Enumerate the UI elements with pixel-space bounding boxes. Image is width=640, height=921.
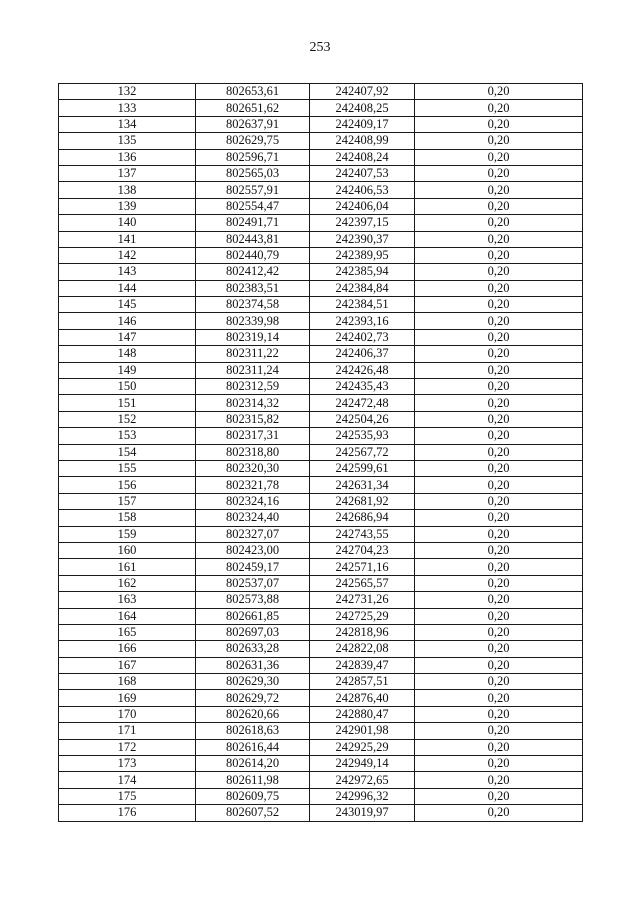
point-number-cell: 144 — [59, 280, 196, 296]
point-number-cell: 165 — [59, 624, 196, 640]
y-coordinate-cell: 242408,25 — [310, 100, 415, 116]
precision-cell: 0,20 — [415, 346, 583, 362]
precision-cell: 0,20 — [415, 247, 583, 263]
table-row — [59, 493, 583, 509]
precision-cell: 0,20 — [415, 460, 583, 476]
point-number-cell: 172 — [59, 739, 196, 755]
x-coordinate-cell: 802324,16 — [196, 493, 310, 509]
point-number-cell: 176 — [59, 805, 196, 821]
point-number-cell: 174 — [59, 772, 196, 788]
table-row — [59, 116, 583, 132]
y-coordinate-cell: 242389,95 — [310, 247, 415, 263]
x-coordinate-cell: 802315,82 — [196, 411, 310, 427]
y-coordinate-cell: 242402,73 — [310, 329, 415, 345]
x-coordinate-cell: 802537,07 — [196, 575, 310, 591]
precision-cell: 0,20 — [415, 739, 583, 755]
precision-cell: 0,20 — [415, 510, 583, 526]
table-row — [59, 460, 583, 476]
x-coordinate-cell: 802697,03 — [196, 624, 310, 640]
x-coordinate-cell: 802491,71 — [196, 215, 310, 231]
precision-cell: 0,20 — [415, 542, 583, 558]
x-coordinate-cell: 802631,36 — [196, 657, 310, 673]
point-number-cell: 142 — [59, 247, 196, 263]
x-coordinate-cell: 802611,98 — [196, 772, 310, 788]
x-coordinate-cell: 802620,66 — [196, 706, 310, 722]
table-row — [59, 788, 583, 804]
y-coordinate-cell: 242406,37 — [310, 346, 415, 362]
table-row — [59, 624, 583, 640]
point-number-cell: 152 — [59, 411, 196, 427]
y-coordinate-cell: 242901,98 — [310, 723, 415, 739]
x-coordinate-cell: 802651,62 — [196, 100, 310, 116]
x-coordinate-cell: 802339,98 — [196, 313, 310, 329]
table-row — [59, 772, 583, 788]
table-row — [59, 690, 583, 706]
x-coordinate-cell: 802443,81 — [196, 231, 310, 247]
precision-cell: 0,20 — [415, 674, 583, 690]
x-coordinate-cell: 802314,32 — [196, 395, 310, 411]
point-number-cell: 151 — [59, 395, 196, 411]
x-coordinate-cell: 802312,59 — [196, 379, 310, 395]
x-coordinate-cell: 802440,79 — [196, 247, 310, 263]
table-row — [59, 395, 583, 411]
point-number-cell: 132 — [59, 84, 196, 100]
precision-cell: 0,20 — [415, 723, 583, 739]
table-row — [59, 247, 583, 263]
precision-cell: 0,20 — [415, 706, 583, 722]
table-row — [59, 231, 583, 247]
y-coordinate-cell: 242731,26 — [310, 592, 415, 608]
x-coordinate-cell: 802596,71 — [196, 149, 310, 165]
table-row — [59, 592, 583, 608]
x-coordinate-cell: 802318,80 — [196, 444, 310, 460]
table-row — [59, 362, 583, 378]
table-row — [59, 608, 583, 624]
y-coordinate-cell: 242876,40 — [310, 690, 415, 706]
precision-cell: 0,20 — [415, 165, 583, 181]
coordinates-table — [58, 83, 583, 822]
y-coordinate-cell: 242571,16 — [310, 559, 415, 575]
y-coordinate-cell: 242535,93 — [310, 428, 415, 444]
precision-cell: 0,20 — [415, 805, 583, 821]
x-coordinate-cell: 802609,75 — [196, 788, 310, 804]
point-number-cell: 149 — [59, 362, 196, 378]
precision-cell: 0,20 — [415, 84, 583, 100]
point-number-cell: 148 — [59, 346, 196, 362]
precision-cell: 0,20 — [415, 100, 583, 116]
y-coordinate-cell: 242407,92 — [310, 84, 415, 100]
precision-cell: 0,20 — [415, 379, 583, 395]
x-coordinate-cell: 802661,85 — [196, 608, 310, 624]
x-coordinate-cell: 802629,30 — [196, 674, 310, 690]
y-coordinate-cell: 242385,94 — [310, 264, 415, 280]
y-coordinate-cell: 242681,92 — [310, 493, 415, 509]
table-row — [59, 723, 583, 739]
table-row — [59, 346, 583, 362]
y-coordinate-cell: 242472,48 — [310, 395, 415, 411]
table-row — [59, 379, 583, 395]
x-coordinate-cell: 802554,47 — [196, 198, 310, 214]
point-number-cell: 163 — [59, 592, 196, 608]
y-coordinate-cell: 242925,29 — [310, 739, 415, 755]
precision-cell: 0,20 — [415, 215, 583, 231]
precision-cell: 0,20 — [415, 395, 583, 411]
precision-cell: 0,20 — [415, 690, 583, 706]
x-coordinate-cell: 802557,91 — [196, 182, 310, 198]
y-coordinate-cell: 242565,57 — [310, 575, 415, 591]
table-row — [59, 756, 583, 772]
precision-cell: 0,20 — [415, 264, 583, 280]
page-number: 253 — [309, 40, 331, 55]
x-coordinate-cell: 802459,17 — [196, 559, 310, 575]
point-number-cell: 161 — [59, 559, 196, 575]
precision-cell: 0,20 — [415, 592, 583, 608]
point-number-cell: 143 — [59, 264, 196, 280]
x-coordinate-cell: 802324,40 — [196, 510, 310, 526]
table-row — [59, 641, 583, 657]
point-number-cell: 138 — [59, 182, 196, 198]
precision-cell: 0,20 — [415, 641, 583, 657]
precision-cell: 0,20 — [415, 133, 583, 149]
y-coordinate-cell: 242996,32 — [310, 788, 415, 804]
table-row — [59, 477, 583, 493]
point-number-cell: 147 — [59, 329, 196, 345]
point-number-cell: 140 — [59, 215, 196, 231]
y-coordinate-cell: 242949,14 — [310, 756, 415, 772]
point-number-cell: 171 — [59, 723, 196, 739]
table-row — [59, 559, 583, 575]
point-number-cell: 157 — [59, 493, 196, 509]
y-coordinate-cell: 242409,17 — [310, 116, 415, 132]
table-row — [59, 280, 583, 296]
y-coordinate-cell: 242435,43 — [310, 379, 415, 395]
point-number-cell: 141 — [59, 231, 196, 247]
table-row — [59, 805, 583, 821]
precision-cell: 0,20 — [415, 657, 583, 673]
y-coordinate-cell: 242567,72 — [310, 444, 415, 460]
x-coordinate-cell: 802629,75 — [196, 133, 310, 149]
table-row — [59, 444, 583, 460]
precision-cell: 0,20 — [415, 444, 583, 460]
x-coordinate-cell: 802423,00 — [196, 542, 310, 558]
point-number-cell: 173 — [59, 756, 196, 772]
x-coordinate-cell: 802629,72 — [196, 690, 310, 706]
precision-cell: 0,20 — [415, 231, 583, 247]
x-coordinate-cell: 802321,78 — [196, 477, 310, 493]
precision-cell: 0,20 — [415, 493, 583, 509]
point-number-cell: 145 — [59, 297, 196, 313]
table-row — [59, 133, 583, 149]
x-coordinate-cell: 802311,22 — [196, 346, 310, 362]
precision-cell: 0,20 — [415, 362, 583, 378]
table-row — [59, 526, 583, 542]
y-coordinate-cell: 242704,23 — [310, 542, 415, 558]
precision-cell: 0,20 — [415, 788, 583, 804]
y-coordinate-cell: 242397,15 — [310, 215, 415, 231]
point-number-cell: 167 — [59, 657, 196, 673]
x-coordinate-cell: 802616,44 — [196, 739, 310, 755]
y-coordinate-cell: 242857,51 — [310, 674, 415, 690]
y-coordinate-cell: 242407,53 — [310, 165, 415, 181]
y-coordinate-cell: 242839,47 — [310, 657, 415, 673]
y-coordinate-cell: 242393,16 — [310, 313, 415, 329]
precision-cell: 0,20 — [415, 575, 583, 591]
x-coordinate-cell: 802374,58 — [196, 297, 310, 313]
table-row — [59, 739, 583, 755]
x-coordinate-cell: 802317,31 — [196, 428, 310, 444]
table-row — [59, 100, 583, 116]
x-coordinate-cell: 802633,28 — [196, 641, 310, 657]
x-coordinate-cell: 802573,88 — [196, 592, 310, 608]
precision-cell: 0,20 — [415, 756, 583, 772]
x-coordinate-cell: 802653,61 — [196, 84, 310, 100]
x-coordinate-cell: 802311,24 — [196, 362, 310, 378]
y-coordinate-cell: 242822,08 — [310, 641, 415, 657]
precision-cell: 0,20 — [415, 428, 583, 444]
x-coordinate-cell: 802412,42 — [196, 264, 310, 280]
table-row — [59, 411, 583, 427]
point-number-cell: 155 — [59, 460, 196, 476]
y-coordinate-cell: 242384,84 — [310, 280, 415, 296]
point-number-cell: 168 — [59, 674, 196, 690]
y-coordinate-cell: 243019,97 — [310, 805, 415, 821]
point-number-cell: 158 — [59, 510, 196, 526]
precision-cell: 0,20 — [415, 526, 583, 542]
point-number-cell: 175 — [59, 788, 196, 804]
table-row — [59, 182, 583, 198]
table-row — [59, 542, 583, 558]
x-coordinate-cell: 802565,03 — [196, 165, 310, 181]
point-number-cell: 137 — [59, 165, 196, 181]
x-coordinate-cell: 802637,91 — [196, 116, 310, 132]
coordinates-table-body — [59, 84, 583, 822]
table-row — [59, 575, 583, 591]
point-number-cell: 170 — [59, 706, 196, 722]
point-number-cell: 154 — [59, 444, 196, 460]
point-number-cell: 166 — [59, 641, 196, 657]
table-row — [59, 428, 583, 444]
table-row — [59, 313, 583, 329]
y-coordinate-cell: 242406,04 — [310, 198, 415, 214]
point-number-cell: 156 — [59, 477, 196, 493]
x-coordinate-cell: 802320,30 — [196, 460, 310, 476]
table-row — [59, 674, 583, 690]
precision-cell: 0,20 — [415, 772, 583, 788]
table-row — [59, 215, 583, 231]
point-number-cell: 133 — [59, 100, 196, 116]
y-coordinate-cell: 242408,24 — [310, 149, 415, 165]
point-number-cell: 153 — [59, 428, 196, 444]
table-row — [59, 264, 583, 280]
table-row — [59, 84, 583, 100]
y-coordinate-cell: 242686,94 — [310, 510, 415, 526]
point-number-cell: 134 — [59, 116, 196, 132]
y-coordinate-cell: 242384,51 — [310, 297, 415, 313]
x-coordinate-cell: 802614,20 — [196, 756, 310, 772]
y-coordinate-cell: 242880,47 — [310, 706, 415, 722]
precision-cell: 0,20 — [415, 477, 583, 493]
y-coordinate-cell: 242818,96 — [310, 624, 415, 640]
point-number-cell: 150 — [59, 379, 196, 395]
precision-cell: 0,20 — [415, 182, 583, 198]
precision-cell: 0,20 — [415, 624, 583, 640]
y-coordinate-cell: 242599,61 — [310, 460, 415, 476]
y-coordinate-cell: 242743,55 — [310, 526, 415, 542]
precision-cell: 0,20 — [415, 313, 583, 329]
precision-cell: 0,20 — [415, 559, 583, 575]
table-row — [59, 297, 583, 313]
point-number-cell: 169 — [59, 690, 196, 706]
y-coordinate-cell: 242972,65 — [310, 772, 415, 788]
table-row — [59, 329, 583, 345]
x-coordinate-cell: 802618,63 — [196, 723, 310, 739]
x-coordinate-cell: 802319,14 — [196, 329, 310, 345]
point-number-cell: 159 — [59, 526, 196, 542]
point-number-cell: 139 — [59, 198, 196, 214]
precision-cell: 0,20 — [415, 198, 583, 214]
precision-cell: 0,20 — [415, 116, 583, 132]
point-number-cell: 164 — [59, 608, 196, 624]
table-row — [59, 657, 583, 673]
y-coordinate-cell: 242631,34 — [310, 477, 415, 493]
x-coordinate-cell: 802327,07 — [196, 526, 310, 542]
precision-cell: 0,20 — [415, 411, 583, 427]
table-row — [59, 165, 583, 181]
precision-cell: 0,20 — [415, 149, 583, 165]
table-row — [59, 510, 583, 526]
point-number-cell: 160 — [59, 542, 196, 558]
table-row — [59, 149, 583, 165]
x-coordinate-cell: 802607,52 — [196, 805, 310, 821]
point-number-cell: 146 — [59, 313, 196, 329]
table-row — [59, 706, 583, 722]
precision-cell: 0,20 — [415, 297, 583, 313]
y-coordinate-cell: 242406,53 — [310, 182, 415, 198]
y-coordinate-cell: 242725,29 — [310, 608, 415, 624]
x-coordinate-cell: 802383,51 — [196, 280, 310, 296]
y-coordinate-cell: 242390,37 — [310, 231, 415, 247]
table-row — [59, 198, 583, 214]
y-coordinate-cell: 242426,48 — [310, 362, 415, 378]
point-number-cell: 136 — [59, 149, 196, 165]
precision-cell: 0,20 — [415, 280, 583, 296]
precision-cell: 0,20 — [415, 329, 583, 345]
y-coordinate-cell: 242408,99 — [310, 133, 415, 149]
point-number-cell: 162 — [59, 575, 196, 591]
precision-cell: 0,20 — [415, 608, 583, 624]
y-coordinate-cell: 242504,26 — [310, 411, 415, 427]
point-number-cell: 135 — [59, 133, 196, 149]
